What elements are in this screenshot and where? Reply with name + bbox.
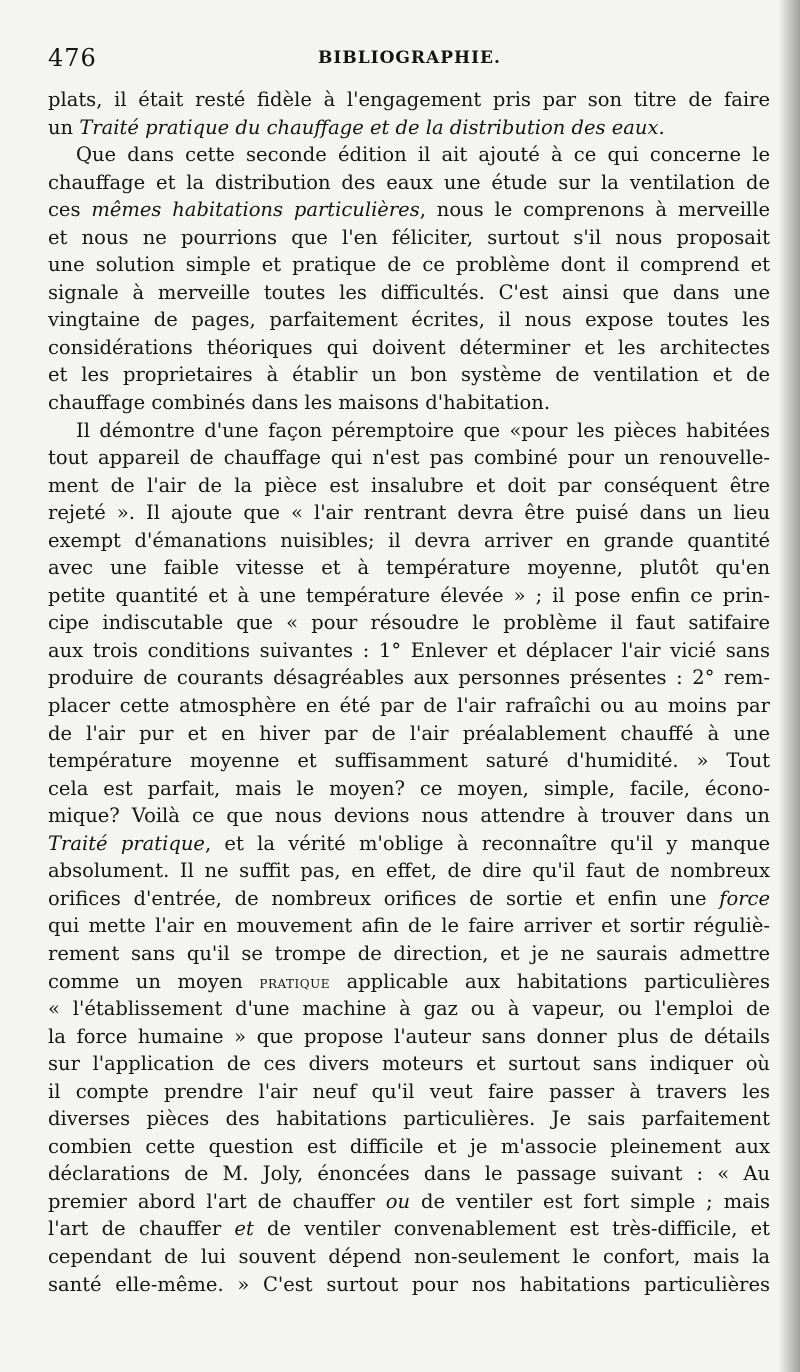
text-segment: petite quantité et à une température élevée » ; il pose enfin ce prin- <box>48 583 770 607</box>
text-line <box>48 86 770 114</box>
text-segment: absolument. Il ne suffit pas, en effet, de dire qu'il faut de nombreux <box>48 859 770 883</box>
text-segment: exempt d'émanations nuisibles; il devra arriver en grande quantité <box>48 528 770 552</box>
text-line <box>48 1160 770 1188</box>
text-line <box>48 664 770 692</box>
text-segment: comme un moyen <box>48 969 260 993</box>
page-number: 476 <box>48 44 97 72</box>
text-segment: « l'établissement d'une machine à gaz ou à vapeur, ou l'emploi de <box>48 997 770 1021</box>
text-line <box>48 1078 770 1106</box>
text-segment: de ventiler convenablement est très-difficile, et <box>253 1217 770 1241</box>
text-line <box>48 472 770 500</box>
text-line <box>48 637 770 665</box>
text-segment: applicable aux habitations particulières <box>329 969 770 993</box>
text-line <box>48 251 770 279</box>
italic-text: ou <box>385 1189 411 1213</box>
text-line <box>48 1133 770 1161</box>
text-line <box>48 1188 770 1216</box>
italic-text: mêmes habitations particulières <box>91 198 420 222</box>
text-segment: Que dans cette seconde édition il ait ajouté à ce qui concerne le <box>76 143 770 167</box>
text-segment: santé elle-même. » C'est surtout pour nos habitations particulières <box>48 1272 770 1296</box>
text-line <box>48 1243 770 1271</box>
text-segment: Il démontre d'une façon péremptoire que «pour les pièces habitées <box>76 418 770 442</box>
italic-text: Traité pratique <box>48 831 205 855</box>
text-segment: produire de courants désagréables aux personnes présentes : 2° rem- <box>48 666 770 690</box>
text-line <box>48 1023 770 1051</box>
text-segment: et les proprietaires à établir un bon système de ventilation et de <box>48 363 770 387</box>
text-line <box>48 747 770 775</box>
page-edge-shadow <box>778 0 800 1372</box>
text-line <box>48 940 770 968</box>
text-segment: rement sans qu'il se trompe de direction, et je ne saurais admettre <box>48 941 770 965</box>
text-line <box>48 1050 770 1078</box>
text-line <box>48 802 770 830</box>
text-line <box>48 141 770 169</box>
text-line <box>48 169 770 197</box>
text-segment: , nous le comprenons à merveille <box>419 198 771 222</box>
text-line <box>48 306 770 334</box>
text-line <box>48 1105 770 1133</box>
text-segment: un <box>48 115 80 139</box>
page-header <box>48 40 768 80</box>
italic-text: Traité pratique du chauffage et de la distribution des eaux. <box>79 115 665 139</box>
text-line <box>48 361 770 389</box>
text-line <box>48 334 770 362</box>
text-line <box>48 1271 770 1299</box>
text-line <box>48 499 770 527</box>
text-segment: et nous ne pourrions que l'en féliciter, surtout s'il nous proposait <box>48 225 770 249</box>
text-segment: l'art de chauffer <box>48 1217 235 1241</box>
text-segment: de l'air pur et en hiver par de l'air préalablement chauffé à une <box>48 721 770 745</box>
text-segment: cipe indiscutable que « pour résoudre le problème il faut satifaire <box>48 611 770 635</box>
text-line <box>48 196 770 224</box>
text-segment: il compte prendre l'air neuf qu'il veut faire passer à travers les <box>48 1079 770 1103</box>
text-segment: température moyenne et suffisamment saturé d'humidité. » Tout <box>48 749 770 773</box>
text-line <box>48 968 770 996</box>
text-line <box>48 554 770 582</box>
text-segment: sur l'application de ces divers moteurs et surtout sans indiquer où <box>48 1052 770 1076</box>
text-segment: combien cette question est difficile et je m'associe pleinement aux <box>48 1134 770 1158</box>
text-segment: aux trois conditions suivantes : 1° Enlever et déplacer l'air vicié sans <box>48 638 770 662</box>
text-line <box>48 912 770 940</box>
text-segment: ment de l'air de la pièce est insalubre et doit par conséquent être <box>48 473 770 497</box>
text-line <box>48 775 770 803</box>
text-line <box>48 857 770 885</box>
text-line <box>48 527 770 555</box>
text-segment: une solution simple et pratique de ce problème dont il comprend et <box>48 253 770 277</box>
text-segment: chauffage et la distribution des eaux une étude sur la ventilation de <box>48 170 770 194</box>
text-segment: diverses pièces des habitations particulières. Je sais parfaitement <box>48 1107 770 1131</box>
text-line <box>48 609 770 637</box>
italic-text: et <box>234 1217 254 1241</box>
text-line <box>48 720 770 748</box>
text-segment: chauffage combinés dans les maisons d'habitation. <box>48 391 551 415</box>
italic-text: force <box>719 886 770 910</box>
text-segment: de ventiler est fort simple ; mais <box>410 1189 770 1213</box>
text-line <box>48 114 770 142</box>
text-segment: ces <box>48 198 92 222</box>
text-segment: cela est parfait, mais le moyen? ce moyen, simple, facile, écono- <box>48 776 770 800</box>
text-segment: mique? Voilà ce que nous devions nous attendre à trouver dans un <box>48 804 770 828</box>
small-caps-text: pratique <box>259 972 330 993</box>
text-line <box>48 692 770 720</box>
text-segment: signale à merveille toutes les difficultés. C'est ainsi que dans une <box>48 280 770 304</box>
text-segment: , et la vérité m'oblige à reconnaître qu'il y manque <box>204 831 770 855</box>
text-segment: placer cette atmosphère en été par de l'air rafraîchi ou au moins par <box>48 694 770 718</box>
text-segment: rejeté ». Il ajoute que « l'air rentrant devra être puisé dans un lieu <box>48 501 770 525</box>
text-line <box>48 582 770 610</box>
text-line <box>48 995 770 1023</box>
text-segment: avec une faible vitesse et à température moyenne, plutôt qu'en <box>48 556 770 580</box>
text-segment: considérations théoriques qui doivent déterminer et les architectes <box>48 335 770 359</box>
running-head: BIBLIOGRAPHIE. <box>318 48 501 68</box>
body-text <box>48 86 770 1298</box>
text-line <box>48 1215 770 1243</box>
text-segment: qui mette l'air en mouvement afin de le faire arriver et sortir réguliè- <box>48 914 770 938</box>
text-segment: orifices d'entrée, de nombreux orifices de sortie et enfin une <box>48 886 720 910</box>
text-line <box>48 830 770 858</box>
text-line <box>48 224 770 252</box>
text-line <box>48 417 770 445</box>
text-line <box>48 279 770 307</box>
text-line <box>48 444 770 472</box>
text-line <box>48 389 770 417</box>
text-segment: premier abord l'art de chauffer <box>48 1189 386 1213</box>
text-segment: la force humaine » que propose l'auteur sans donner plus de détails <box>48 1024 770 1048</box>
text-line <box>48 885 770 913</box>
text-segment: déclarations de M. Joly, énoncées dans le passage suivant : « Au <box>48 1162 770 1186</box>
text-segment: tout appareil de chauffage qui n'est pas combiné pour un renouvelle- <box>48 446 770 470</box>
text-segment: plats, il était resté fidèle à l'engagement pris par son titre de faire <box>48 88 770 111</box>
text-segment: vingtaine de pages, parfaitement écrites, il nous expose toutes les <box>48 308 770 332</box>
text-segment: cependant de lui souvent dépend non-seulement le confort, mais la <box>48 1244 770 1268</box>
